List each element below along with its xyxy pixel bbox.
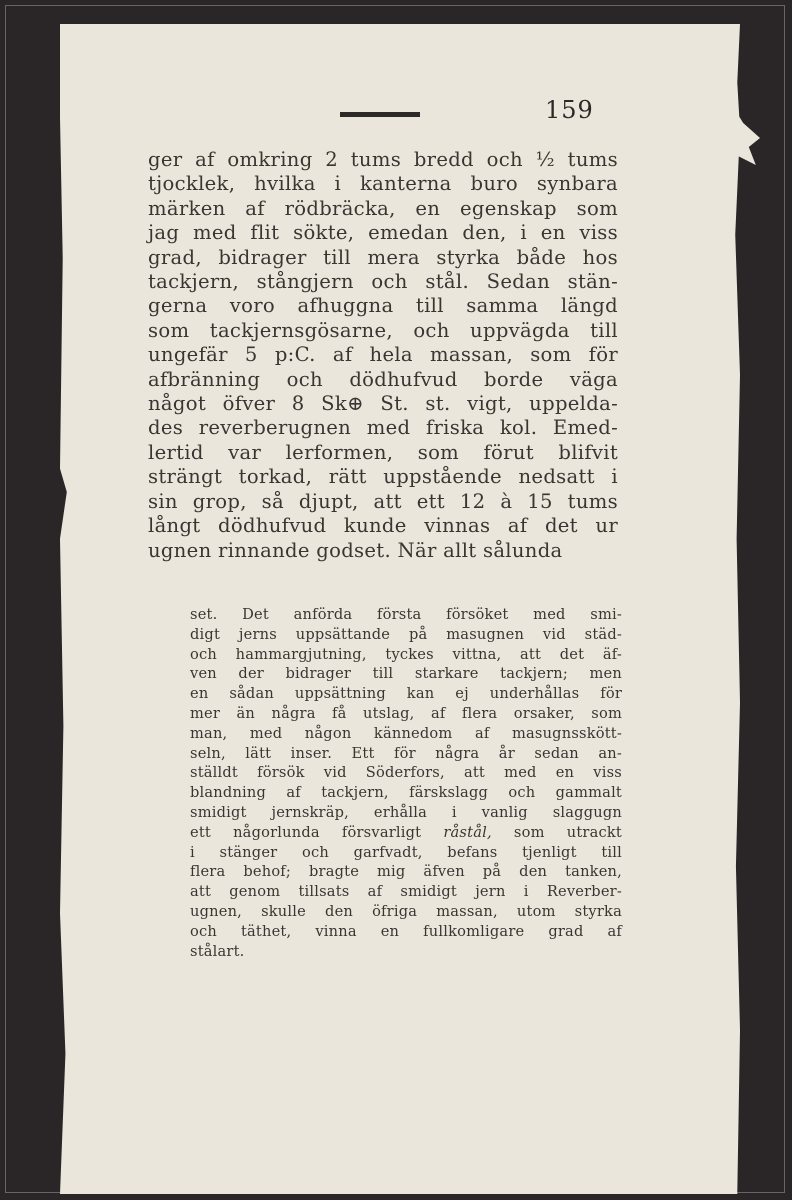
main-text-line: tackjern, stångjern och stål. Sedan stän- xyxy=(148,270,618,294)
footnote-text: som utrackt xyxy=(491,823,622,841)
header-rule xyxy=(340,112,420,117)
main-text-line: grad, bidrager till mera styrka både hos xyxy=(148,245,618,269)
main-text-line: märken af rödbräcka, en egenskap som xyxy=(148,196,618,220)
main-text-line: lertid var lerformen, som förut blifvit xyxy=(148,440,618,464)
footnote-line: seln, lätt inser. Ett för några år sedan an- xyxy=(190,744,622,762)
footnote-line: och hammargjutning, tyckes vittna, att det äf- xyxy=(190,645,622,663)
footnote-line: smidigt jernskräp, erhålla i vanlig slaggugn xyxy=(190,803,622,821)
main-text-line: des reverberugnen med friska kol. Emed- xyxy=(148,416,618,440)
main-text-line: tjocklek, hvilka i kanterna buro synbara xyxy=(148,172,618,196)
main-text-line: ugnen rinnande godset. När allt sålunda xyxy=(148,538,563,562)
footnote-line: och täthet, vinna en fullkomligare grad af xyxy=(190,922,622,940)
main-text-line: långt dödhufvud kunde vinnas af det ur xyxy=(148,514,618,538)
footnote-line-with-italic xyxy=(190,823,622,843)
footnote-line: att genom tillsats af smidigt jern i Reverber- xyxy=(190,883,622,901)
footnote xyxy=(190,605,622,961)
footnote-line: en sådan uppsättning kan ej underhållas för xyxy=(190,685,622,703)
footnote-line: man, med någon kännedom af masugnsskött- xyxy=(190,724,622,742)
footnote-line: i stänger och garfvadt, befans tjenligt till xyxy=(190,843,622,861)
page-number: 159 xyxy=(545,96,594,124)
footnote-line: digt jerns uppsättande på masugnen vid städ- xyxy=(190,625,622,643)
footnote-line: stålart. xyxy=(190,942,245,960)
main-text-line: strängt torkad, rätt uppstående nedsatt i xyxy=(148,465,618,489)
main-text-line: jag med flit sökte, emedan den, i en viss xyxy=(148,221,618,245)
main-text-line: något öfver 8 Sk⊕ St. st. vigt, uppelda- xyxy=(148,392,618,416)
main-text-line: som tackjernsgösarne, och uppvägda till xyxy=(148,318,618,342)
main-text-line: ungefär 5 p:C. af hela massan, som för xyxy=(148,343,618,367)
footnote-text: ett någorlunda försvarligt xyxy=(190,823,444,841)
footnote-line: mer än några få utslag, af flera orsaker, som xyxy=(190,704,622,722)
main-text-line: afbränning och dödhufvud borde väga xyxy=(148,367,618,391)
footnote-line: ställdt försök vid Söderfors, att med en viss xyxy=(190,764,622,782)
footnote-italic-term: råstål, xyxy=(443,823,492,841)
main-text-line: ger af omkring 2 tums bredd och ½ tums xyxy=(148,148,618,171)
main-text xyxy=(148,148,618,563)
footnote-line: blandning af tackjern, färskslagg och gammalt xyxy=(190,784,622,802)
footnote-line: ven der bidrager till starkare tackjern; men xyxy=(190,665,622,683)
footnote-line: set. Det anförda första försöket med smi- xyxy=(190,606,622,623)
main-text-line: sin grop, så djupt, att ett 12 à 15 tums xyxy=(148,489,618,513)
footnote-line: ugnen, skulle den öfriga massan, utom styrka xyxy=(190,902,622,920)
main-text-line: gerna voro afhuggna till samma längd xyxy=(148,294,618,318)
footnote-line: flera behof; bragte mig äfven på den tanken, xyxy=(190,863,622,881)
